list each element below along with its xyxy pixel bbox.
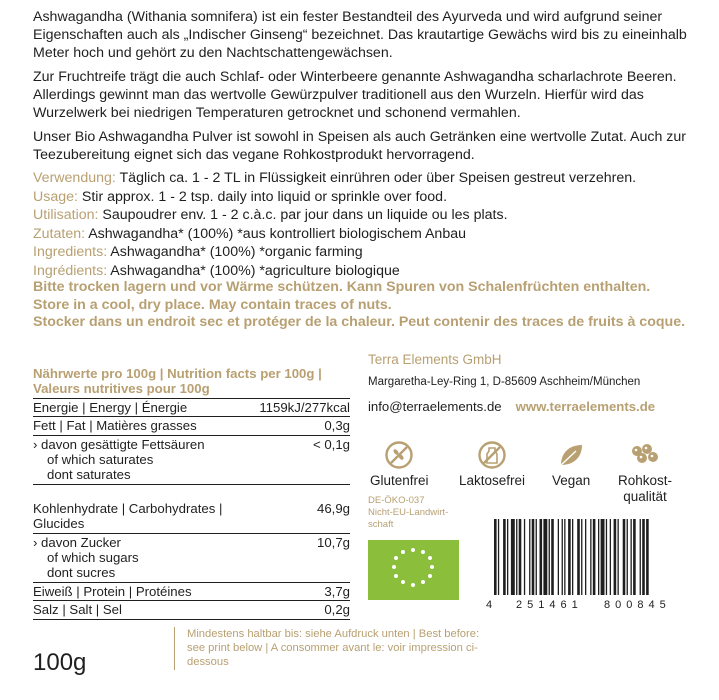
usage-de: Verwendung: Täglich ca. 1 - 2 TL in Flüssigkeit einrühren oder über Speisen gestreut verzehren. [33, 170, 637, 186]
badge-lactose-free: Laktosefrei [459, 440, 525, 489]
badge-raw-food: Rohkost- qualität [618, 440, 672, 505]
description-paragraph: Unser Bio Ashwagandha Pulver ist sowohl in Speisen als auch Getränken eine wertvolle Zutat. Auch zur Teezubereitung eignet sich das vegane Rohkostprodukt hervorragend. [33, 129, 686, 163]
company-address: Margaretha-Ley-Ring 1, D-85609 Aschheim/München [368, 376, 641, 388]
eu-organic-logo [368, 540, 459, 600]
barcode-bars [486, 517, 698, 597]
barcode-bar [623, 519, 626, 595]
nutrition-row-fat: Fett | Fat | Matières grasses 0,3g [33, 417, 350, 435]
lactose-free-icon [477, 440, 507, 470]
nutrition-table [33, 366, 350, 620]
barcode-bar [551, 519, 554, 595]
company-email[interactable]: info@terraelements.de [368, 399, 502, 414]
barcode-bar [614, 519, 617, 595]
nutrition-row-energy: Energie | Energy | Énergie 1159kJ/277kcal [33, 399, 350, 417]
company-contact [368, 399, 698, 414]
usage-en: Usage: Stir approx. 1 - 2 tsp. daily into liquid or sprinkle over food. [33, 188, 448, 205]
barcode-bar [494, 519, 497, 595]
raw-food-berries-icon [627, 440, 663, 470]
description-paragraph: Zur Fruchtreife trägt die auch Schlaf- oder Winterbeere genannte Ashwagandha scharlachrote Beeren. Allerdings gewinnt man das wertvolle Gewürzpulver traditionell aus den Wurzeln. Hierfür wird das Wurzelwerk bei niedrigen Temperaturen getrocknet und schonend vermahlen. [33, 69, 677, 121]
barcode-bar [524, 519, 525, 595]
storage-en: Store in a cool, dry place. May contain traces of nuts. [33, 296, 392, 313]
barcode-bar [581, 519, 582, 595]
barcode-bar [601, 519, 605, 595]
barcode-bar [543, 519, 547, 595]
barcode-bar [646, 519, 649, 595]
nutrition-row-carbohydrates: Kohlenhydrate | Carbohydrates | Glucides 46,9g [33, 485, 350, 534]
barcode-bar [511, 519, 515, 595]
barcode-bar [593, 519, 596, 595]
organic-certification: DE-ÖKO-037 Nicht-EU-Landwirt- schaft [368, 495, 449, 530]
barcode-bar [529, 519, 530, 595]
storage-de: Bitte trocken lagern und vor Wärme schützen. Kann Spuren von Schalenfrüchten enthalten. [33, 279, 651, 295]
product-description [33, 8, 693, 170]
barcode-bar [598, 519, 599, 595]
vegan-leaf-icon [556, 440, 586, 470]
barcode-bar [631, 519, 632, 595]
barcode-bar [642, 519, 645, 595]
net-weight: 100g [33, 649, 87, 676]
barcode-bar [577, 519, 580, 595]
ingredients-en: Ingredients: Ashwagandha* (100%) *organic farming [33, 244, 363, 260]
barcode-bar [585, 519, 586, 595]
ingredients-de: Zutaten: Ashwagandha* (100%) *aus kontrolliert biologischem Anbau [33, 225, 466, 242]
barcode-bar [640, 519, 641, 595]
nutrition-row-protein: Eiweiß | Protein | Protéines 3,7g [33, 583, 350, 601]
storage-notice [33, 279, 703, 332]
badge-gluten-free: Glutenfrei [370, 440, 429, 489]
barcode-bar [633, 519, 636, 595]
barcode-bar [610, 519, 611, 595]
barcode-bar [590, 519, 591, 595]
company-name: Terra Elements GmbH [368, 352, 502, 367]
eu-organic-leaf-icon [368, 540, 459, 600]
barcode [486, 517, 698, 612]
ingredients-fr: Ingrédients: Ashwagandha* (100%) *agriculture biologique [33, 262, 400, 279]
barcode-bar [540, 519, 543, 595]
company-website[interactable]: www.terraelements.de [515, 399, 656, 414]
barcode-bar [606, 519, 607, 595]
nutrition-row-sugars: › davon Zucker of which sugars dont sucres 10,7g [33, 534, 350, 583]
description-paragraph: Ashwagandha (Withania somnifera) ist ein fester Bestandteil des Ayurveda und wird aufgrund seiner Eigenschaften auch als „Indischer Ginseng“ bezeichnet. Das krautartige Gewächs wird bis zu eineinhalb Meter hoch und gehört zu den Nachtschattengewächsen. [33, 9, 687, 61]
barcode-bar [519, 519, 522, 595]
best-before-note: Mindestens haltbar bis: siehe Aufdruck unten | Best before: see print below | A consommer avant le: voir impression ci-dessous [174, 627, 487, 670]
barcode-bar [568, 519, 571, 595]
badge-vegan: Vegan [552, 440, 590, 489]
barcode-bar [536, 519, 537, 595]
barcode-bar [627, 519, 628, 595]
company-info [368, 352, 698, 414]
barcode-bar [549, 519, 550, 595]
barcode-bar [516, 519, 517, 595]
organic-code: DE-ÖKO-037 [368, 495, 425, 506]
nutrition-row-salt: Salz | Salt | Sel 0,2g [33, 601, 350, 619]
nutrition-header: Nährwerte pro 100g | Nutrition facts per 100g | Valeurs nutritives pour 100g [33, 366, 350, 399]
barcode-bar [558, 519, 559, 595]
barcode-bar [562, 519, 563, 595]
nutrition-row-saturates: › davon gesättigte Fettsäuren of which saturates dont saturates < 0,1g [33, 436, 350, 485]
barcode-digits: 4 251461 800845 [486, 599, 671, 611]
gluten-free-icon [384, 440, 414, 470]
barcode-bar [618, 519, 619, 595]
usage-fr: Utilisation: Saupoudrer env. 1 - 2 c.à.c. par jour dans un liquide ou les plats. [33, 207, 508, 223]
barcode-bar [503, 519, 506, 595]
barcode-bar [572, 519, 573, 595]
storage-fr: Stocker dans un endroit sec et protéger de la chaleur. Peut contenir des traces de fruits à coque. [33, 314, 686, 330]
barcode-bar [507, 519, 508, 595]
barcode-bar [532, 519, 535, 595]
barcode-bar [498, 519, 499, 595]
barcode-bar [564, 519, 565, 595]
usage-and-ingredients [33, 169, 703, 280]
